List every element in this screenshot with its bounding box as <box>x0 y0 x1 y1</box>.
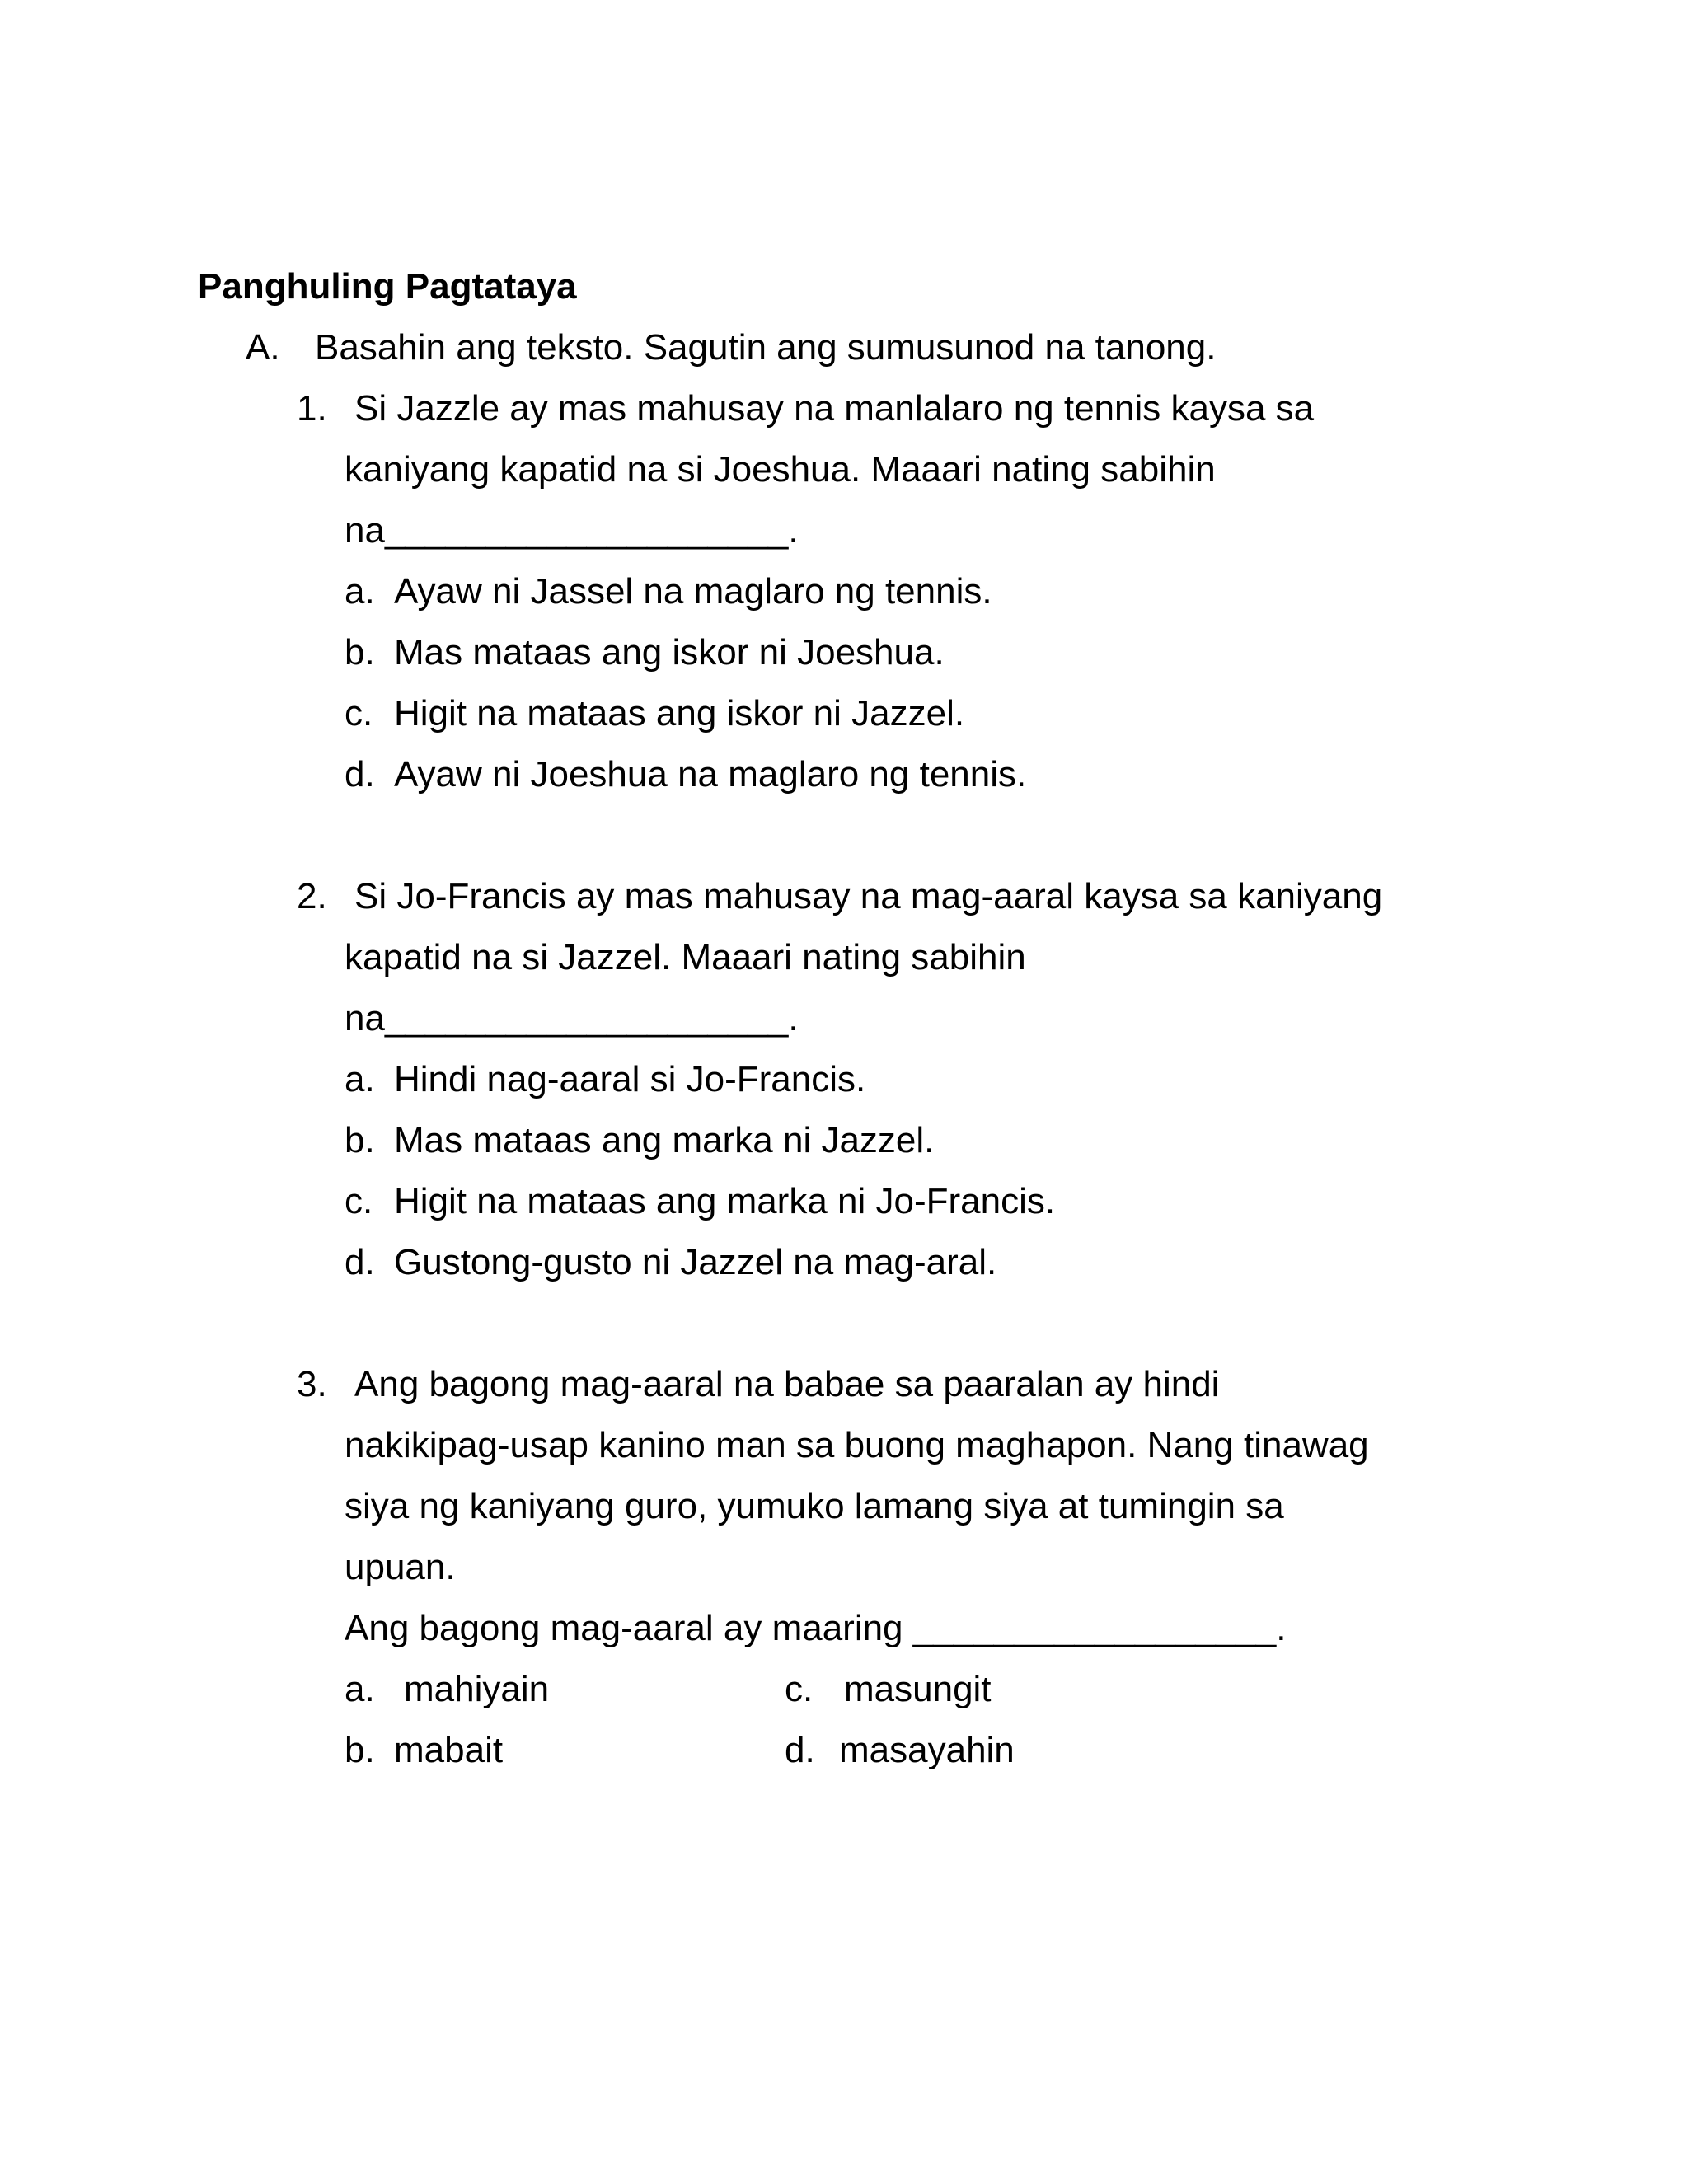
question-text-line: Si Jo-Francis ay mas mahusay na mag-aaral kaysa sa kaniyang <box>354 876 1383 916</box>
section-marker: A. <box>246 327 280 368</box>
choice-text: Gustong-gusto ni Jazzel na mag-aral. <box>394 1242 997 1282</box>
question-number: 1. <box>297 388 327 429</box>
question-text-line: kapatid na si Jazzel. Maaari nating sabihin <box>345 937 1026 977</box>
question-number: 3. <box>297 1364 327 1404</box>
choice-text: mahiyain <box>404 1669 550 1709</box>
choice-letter: d. <box>785 1730 815 1770</box>
question-number: 2. <box>297 876 327 916</box>
choice-letter: a. <box>345 571 375 612</box>
section-instruction: Basahin ang teksto. Sagutin ang sumusunod na tanong. <box>315 327 1217 368</box>
choice-letter: d. <box>345 1242 375 1282</box>
choice-letter: a. <box>345 1669 375 1709</box>
choice-text: Higit na mataas ang iskor ni Jazzel. <box>394 693 965 733</box>
question-text-line: siya ng kaniyang guro, yumuko lamang siya at tumingin sa <box>345 1486 1284 1526</box>
question-text-line: upuan. <box>345 1547 456 1587</box>
question-text-line: na____________________. <box>345 510 799 551</box>
choice-letter: d. <box>345 754 375 794</box>
choice-text: mabait <box>394 1730 504 1770</box>
choice-letter: a. <box>345 1059 375 1099</box>
question-text-line: na____________________. <box>345 998 799 1038</box>
page-title: Panghuling Pagtataya <box>198 266 577 307</box>
choice-text: Ayaw ni Joeshua na maglaro ng tennis. <box>394 754 1027 794</box>
choice-letter: c. <box>785 1669 814 1709</box>
question-text-line: nakikipag-usap kanino man sa buong maghapon. Nang tinawag <box>345 1425 1369 1465</box>
question-text-line: Ang bagong mag-aaral ay maaring __________________. <box>345 1608 1287 1648</box>
choice-text: masungit <box>844 1669 992 1709</box>
choice-letter: b. <box>345 1120 375 1160</box>
question-text-line: Si Jazzle ay mas mahusay na manlalaro ng tennis kaysa sa <box>354 388 1315 429</box>
choice-text: Ayaw ni Jassel na maglaro ng tennis. <box>394 571 992 612</box>
choice-letter: c. <box>345 1181 373 1221</box>
choice-letter: b. <box>345 1730 375 1770</box>
choice-letter: b. <box>345 632 375 673</box>
choice-text: Mas mataas ang iskor ni Joeshua. <box>394 632 945 673</box>
choice-text: Mas mataas ang marka ni Jazzel. <box>394 1120 935 1160</box>
question-text-line: Ang bagong mag-aaral na babae sa paaralan ay hindi <box>354 1364 1220 1404</box>
choice-text: masayahin <box>839 1730 1015 1770</box>
choice-text: Hindi nag-aaral si Jo-Francis. <box>394 1059 866 1099</box>
choice-text: Higit na mataas ang marka ni Jo-Francis. <box>394 1181 1056 1221</box>
choice-letter: c. <box>345 693 373 733</box>
question-text-line: kaniyang kapatid na si Joeshua. Maaari nating sabihin <box>345 449 1216 490</box>
